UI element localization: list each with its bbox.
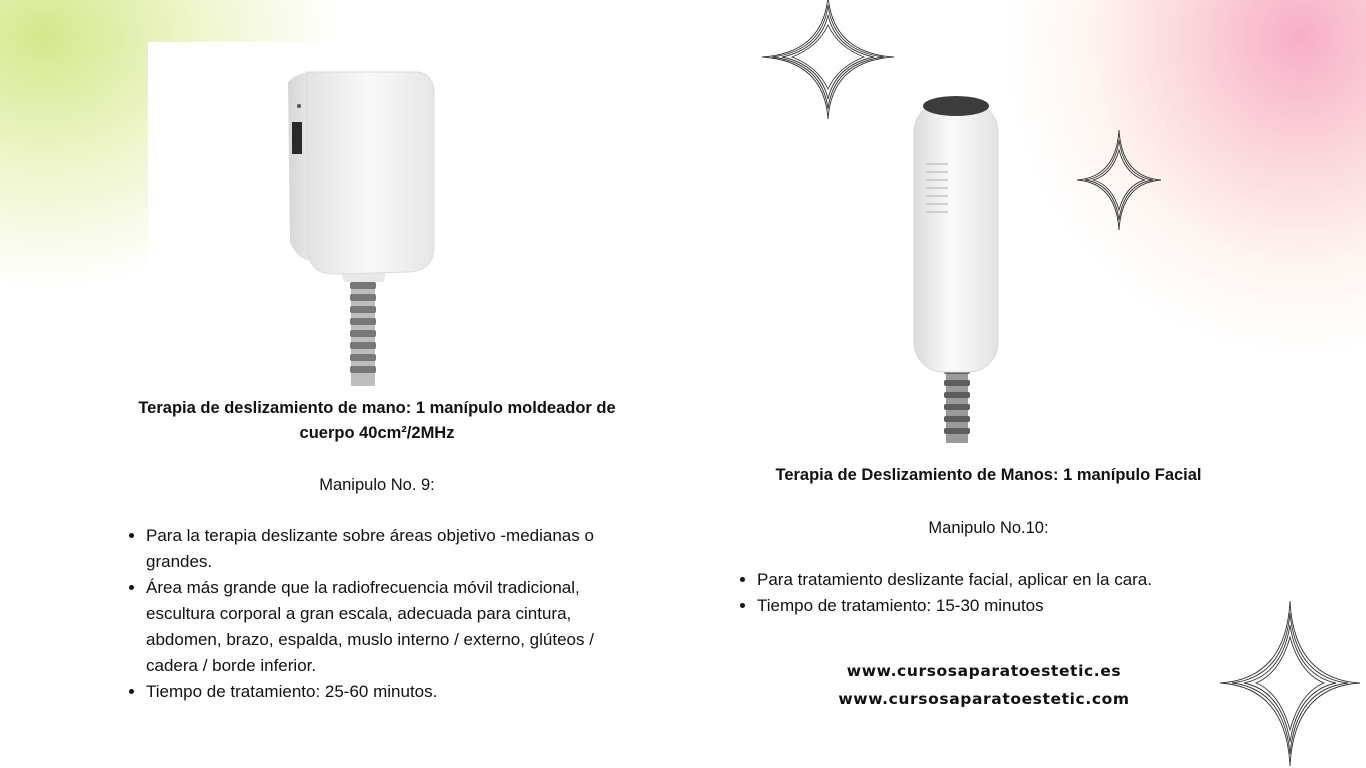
- website-link[interactable]: www.cursosaparatoestetic.com: [838, 690, 1130, 708]
- website-link[interactable]: www.cursosaparatoestetic.es: [846, 662, 1122, 680]
- right-product-bullets: [736, 567, 1241, 619]
- left-product-title: Terapia de deslizamiento de mano: 1 manípulo moldeador de cuerpo 40cm²/2MHz: [138, 399, 616, 442]
- right-product-subtitle: Manipulo No.10:: [928, 519, 1049, 537]
- right-product-description: [736, 463, 1241, 619]
- left-product-subtitle: Manipulo No. 9:: [319, 476, 435, 494]
- list-item: • Para la terapia deslizante sobre áreas objetivo -medianas o grandes.: [146, 523, 642, 575]
- list-item: • Tiempo de tratamiento: 25-60 minutos.: [146, 679, 642, 705]
- right-product-title: Terapia de Deslizamiento de Manos: 1 manípulo Facial: [775, 466, 1202, 484]
- left-product-bullets: [112, 523, 642, 705]
- sparkle-star-icon: [762, 0, 894, 119]
- body-handpiece-image: [148, 42, 613, 387]
- left-product-description: [112, 396, 642, 705]
- facial-handpiece-image: [868, 88, 1048, 443]
- pink-glow-decoration: [1010, 0, 1366, 350]
- website-links: [786, 657, 1182, 713]
- sparkle-star-icon: [1077, 130, 1161, 230]
- sparkle-star-icon: [1220, 601, 1360, 766]
- list-item: • Área más grande que la radiofrecuencia móvil tradicional, escultura corporal a gran escala, adecuada para cintura, abdomen, brazo, espalda, muslo interno / externo, glúteos / cadera / borde inferior.: [146, 575, 642, 679]
- list-item: • Para tratamiento deslizante facial, aplicar en la cara.: [757, 567, 1241, 593]
- list-item: • Tiempo de tratamiento: 15-30 minutos: [757, 593, 1241, 619]
